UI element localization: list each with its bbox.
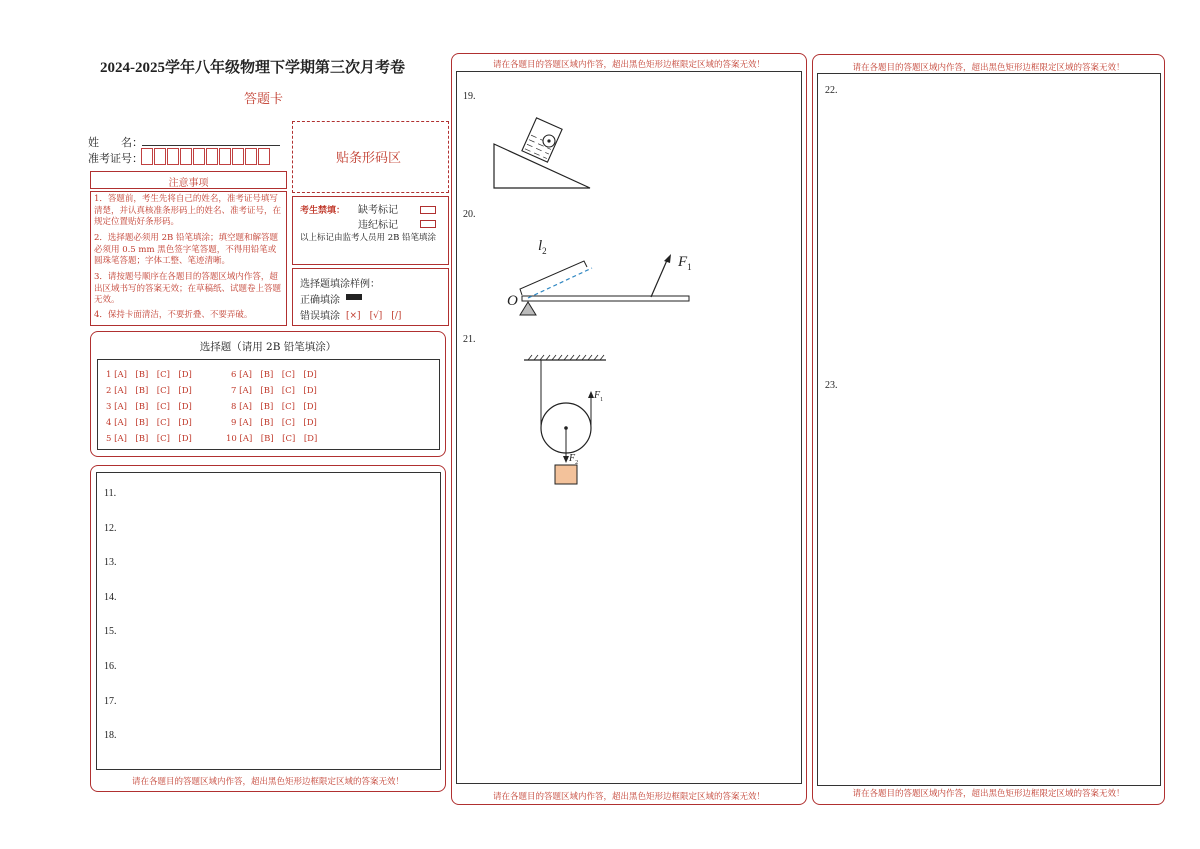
wrong-label: 错误填涂 <box>300 311 340 322</box>
notice-item: 4．保持卡面清洁，不要折叠、不要弄破。 <box>94 310 253 320</box>
mc-row[interactable]: 7 [A] [B] [C] [D] <box>231 386 317 396</box>
notice-item: 1．答题前，考生先将自己的姓名，准考证号填写清楚，并认真核准条形码上的姓名、准考证号，在规定位置贴好条形码。 <box>94 194 282 227</box>
question-number: 15. <box>104 626 117 637</box>
pulley-f2-label: $F_2$ <box>569 453 579 466</box>
warning-text: 请在各题目的答题区域内作答，超出黑色矩形边框限定区域的答案无效！ <box>131 777 404 787</box>
proctor-note: 以上标记由监考人员用 2B 铅笔填涂 <box>300 233 437 243</box>
violation-checkbox[interactable] <box>420 220 436 228</box>
mc-row[interactable]: 6 [A] [B] [C] [D] <box>231 370 317 380</box>
notice-heading: 注意事项 <box>168 178 209 189</box>
mc-row[interactable]: 3 [A] [B] [C] [D] <box>106 402 192 412</box>
correct-fill-sample <box>346 294 362 300</box>
mc-row[interactable]: 1 [A] [B] [C] [D] <box>106 370 192 380</box>
question-number: 20. <box>463 209 476 220</box>
question-number: 14. <box>104 592 117 603</box>
mc-row[interactable]: 10 [A] [B] [C] [D] <box>226 434 318 444</box>
lever-l2-label: $l_2$ <box>538 238 547 256</box>
fill-answer-area[interactable] <box>96 472 441 770</box>
absent-label: 缺考标记 <box>358 205 398 216</box>
page-subtitle: 答题卡 <box>244 92 284 107</box>
question-number: 18. <box>104 730 117 741</box>
id-label: 准考证号： <box>88 152 143 165</box>
pulley-f1-label: $F_1$ <box>594 390 604 403</box>
mc-row[interactable]: 8 [A] [B] [C] [D] <box>231 402 317 412</box>
page-title: 2024-2025学年八年级物理下学期第三次月考卷 <box>100 60 405 76</box>
warning-text: 请在各题目的答题区域内作答，超出黑色矩形边框限定区域的答案无效！ <box>492 792 765 802</box>
mc-row[interactable]: 5 [A] [B] [C] [D] <box>106 434 192 444</box>
mc-row[interactable]: 2 [A] [B] [C] [D] <box>106 386 192 396</box>
warning-text: 请在各题目的答题区域内作答，超出黑色矩形边框限定区域的答案无效！ <box>492 60 765 70</box>
lever-pivot-label: O <box>507 293 518 309</box>
proctor-label: 考生禁填： <box>300 206 346 216</box>
barcode-label: 贴条形码区 <box>336 151 402 166</box>
question-number: 19. <box>463 91 476 102</box>
question-number: 16. <box>104 661 117 672</box>
warning-text: 请在各题目的答题区域内作答，超出黑色矩形边框限定区域的答案无效！ <box>852 789 1125 799</box>
name-label: 姓 名： <box>88 136 143 149</box>
lever-diagram <box>500 236 700 318</box>
warning-text: 请在各题目的答题区域内作答，超出黑色矩形边框限定区域的答案无效！ <box>852 63 1125 73</box>
question-number: 13. <box>104 557 117 568</box>
question-number: 17. <box>104 696 117 707</box>
notice-item: 3．请按题号顺序在各题目的答题区域内作答，超出区域书写的答案无效；在草稿纸、试题卷上答题无效。 <box>94 272 282 305</box>
wrong-marks: [×] [√] [/] <box>346 311 402 321</box>
incline-diagram <box>490 114 594 192</box>
sample-heading: 选择题填涂样例： <box>300 279 380 290</box>
question-number: 22. <box>825 85 838 96</box>
notice-item: 2．选择题必须用 2B 铅笔填涂；填空题和解答题必须用 0.5 mm 黑色签字笔答题，不得用铅笔或圆珠笔答题；字体工整、笔迹清晰。 <box>94 233 278 266</box>
pulley-diagram <box>520 354 610 488</box>
col3-answer-area[interactable] <box>817 73 1161 786</box>
mc-row[interactable]: 9 [A] [B] [C] [D] <box>231 418 317 428</box>
name-field[interactable] <box>142 145 280 146</box>
question-number: 21. <box>463 334 476 345</box>
mc-heading: 选择题（请用 2B 铅笔填涂） <box>199 341 337 353</box>
question-number: 23. <box>825 380 838 391</box>
correct-label: 正确填涂 <box>300 295 340 306</box>
mc-row[interactable]: 4 [A] [B] [C] [D] <box>106 418 192 428</box>
id-field[interactable] <box>141 148 271 165</box>
lever-f1-label: $F_1$ <box>678 254 692 272</box>
question-number: 11. <box>104 488 117 499</box>
question-number: 12. <box>104 523 117 534</box>
absent-checkbox[interactable] <box>420 206 436 214</box>
violation-label: 违纪标记 <box>358 220 398 231</box>
